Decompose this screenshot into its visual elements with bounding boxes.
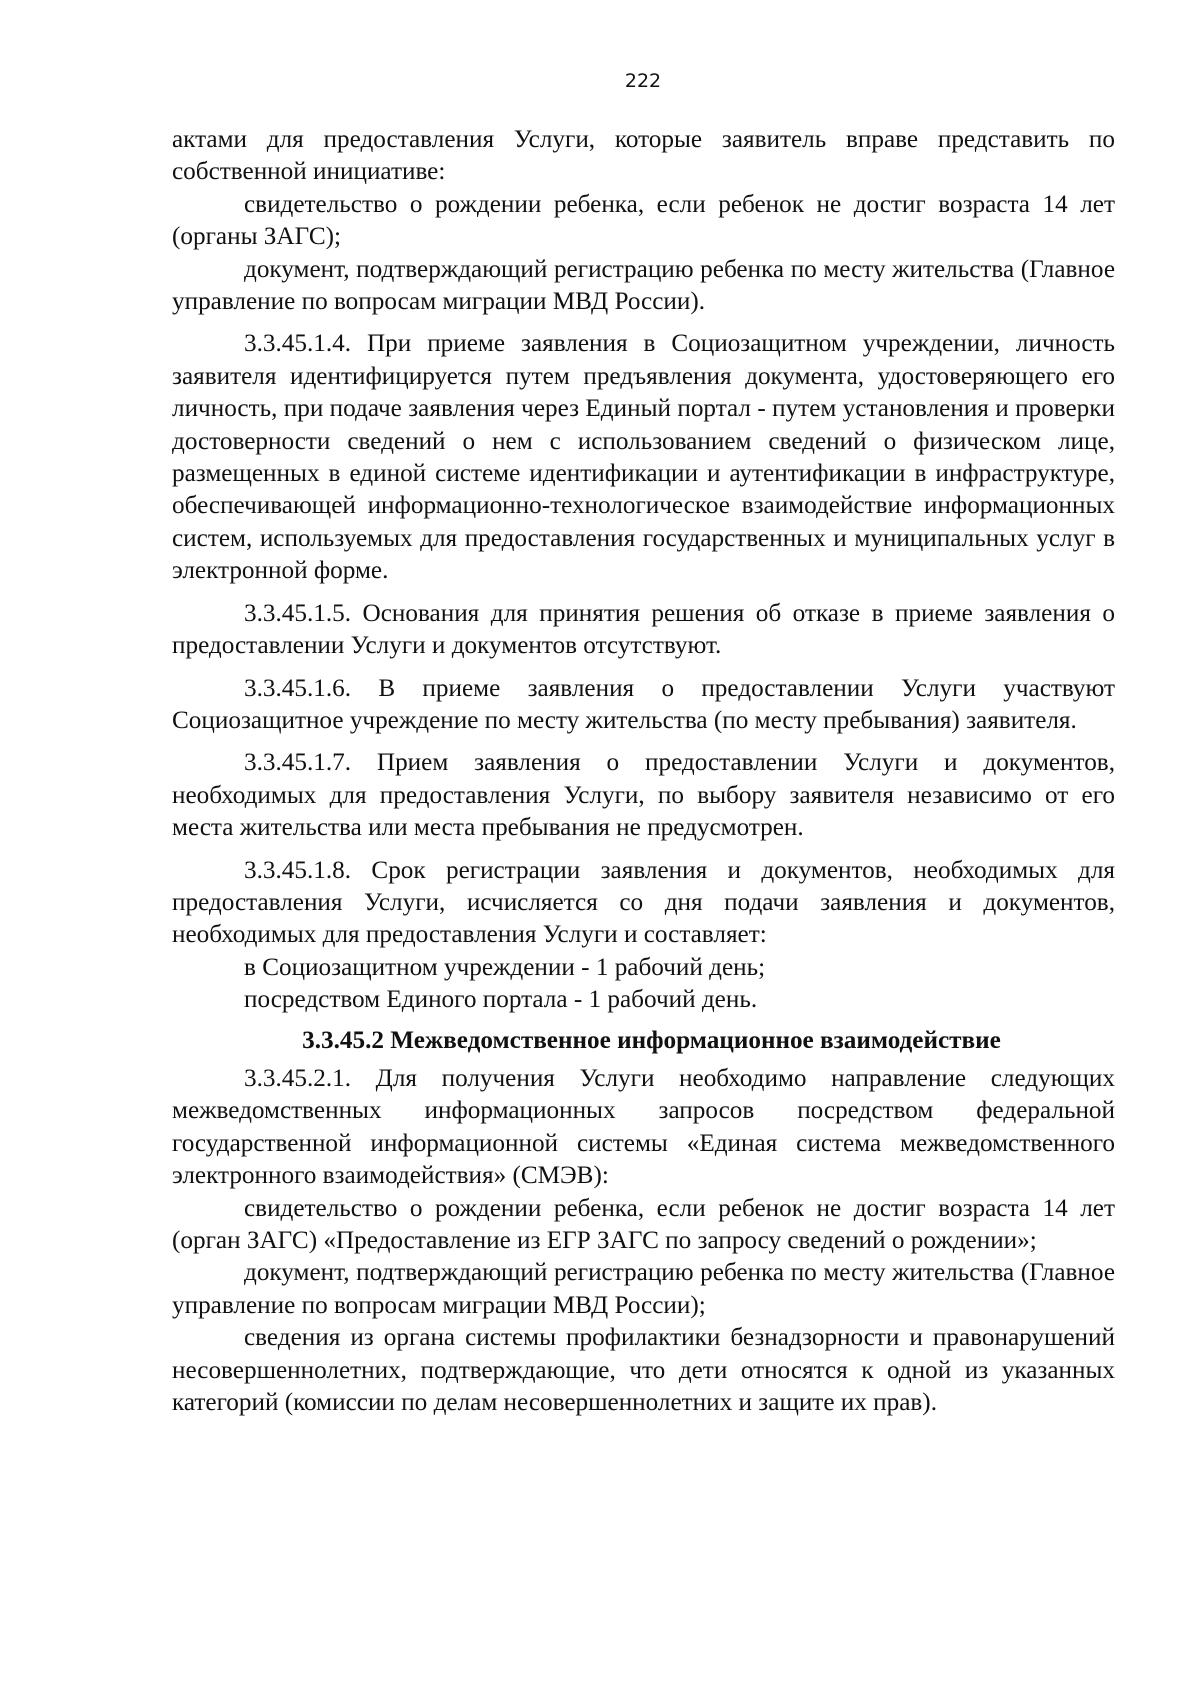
list-item-unified-portal: посредством Единого портала - 1 рабочий день. [244,986,758,1014]
paragraph-continuation: актами для предоставления Услуги, которые заявитель вправе представить по собственной инициативе: [172,126,1115,186]
clause-3-3-45-1-7: 3.3.45.1.7. Прием заявления о предоставлении Услуги и документов, необходимых для предоставления Услуги, по выбору заявителя независимо от его места жительства или места пребывания не предусмотрен. [172,749,1115,842]
document-body [172,124,1115,1419]
list-item-prevention-info: сведения из органа системы профилактики безнадзорности и правонарушений несовершеннолетних, подтверждающие, что дети относятся к одной из указанных категорий (комиссии по делам несовершеннолетних и защите их прав). [172,1324,1115,1417]
clause-3-3-45-1-4: 3.3.45.1.4. При приеме заявления в Социозащитном учреждении, личность заявителя идентифицируется путем предъявления документа, удостоверяющего его личность, при подаче заявления через Единый портал - путем установления и проверки достоверности сведений о нем с использованием сведений о физическом лице, размещенных в единой системе идентификации и аутентификации в инфраструктуре, обеспечивающей информационно-технологическое взаимодействие информационных систем, используемых для предоставления государственных и муниципальных услуг в электронной форме. [172,330,1115,585]
page-number: 222 [624,70,662,92]
section-heading: 3.3.45.2 Межведомственное информационное взаимодействие [302,1026,1001,1054]
list-item-registration-document: документ, подтверждающий регистрацию ребенка по месту жительства (Главное управление по вопросам миграции МВД России). [172,255,1115,316]
list-item-social-institution: в Социозащитном учреждении - 1 рабочий день; [244,953,766,981]
clause-3-3-45-1-5: 3.3.45.1.5. Основания для принятия решения об отказе в приеме заявления о предоставлении Услуги и документов отсутствуют. [172,599,1115,660]
clause-3-3-45-2-1: 3.3.45.2.1. Для получения Услуги необходимо направление следующих межведомственных информационных запросов посредством федеральной государственной информационной системы «Единая система межведомственного электронного взаимодействия» (СМЭВ): [172,1064,1115,1190]
list-item-birth-certificate: свидетельство о рождении ребенка, если ребенок не достиг возраста 14 лет (органы ЗАГС); [172,190,1115,251]
clause-3-3-45-1-8: 3.3.45.1.8. Срок регистрации заявления и документов, необходимых для предоставления Услуги, исчисляется со дня подачи заявления и документов, необходимых для предоставления Услуги и составляет: [172,856,1115,949]
list-item-birth-certificate-request: свидетельство о рождении ребенка, если ребенок не достиг возраста 14 лет (орган ЗАГС) «Предоставление из ЕГР ЗАГС по запросу сведений о рождении»; [172,1194,1115,1254]
list-item-registration-request: документ, подтверждающий регистрацию ребенка по месту жительства (Главное управление по вопросам миграции МВД России); [172,1259,1115,1319]
clause-3-3-45-1-6: 3.3.45.1.6. В приеме заявления о предоставлении Услуги участвуют Социозащитное учреждение по месту жительства (по месту пребывания) заявителя. [172,674,1115,734]
